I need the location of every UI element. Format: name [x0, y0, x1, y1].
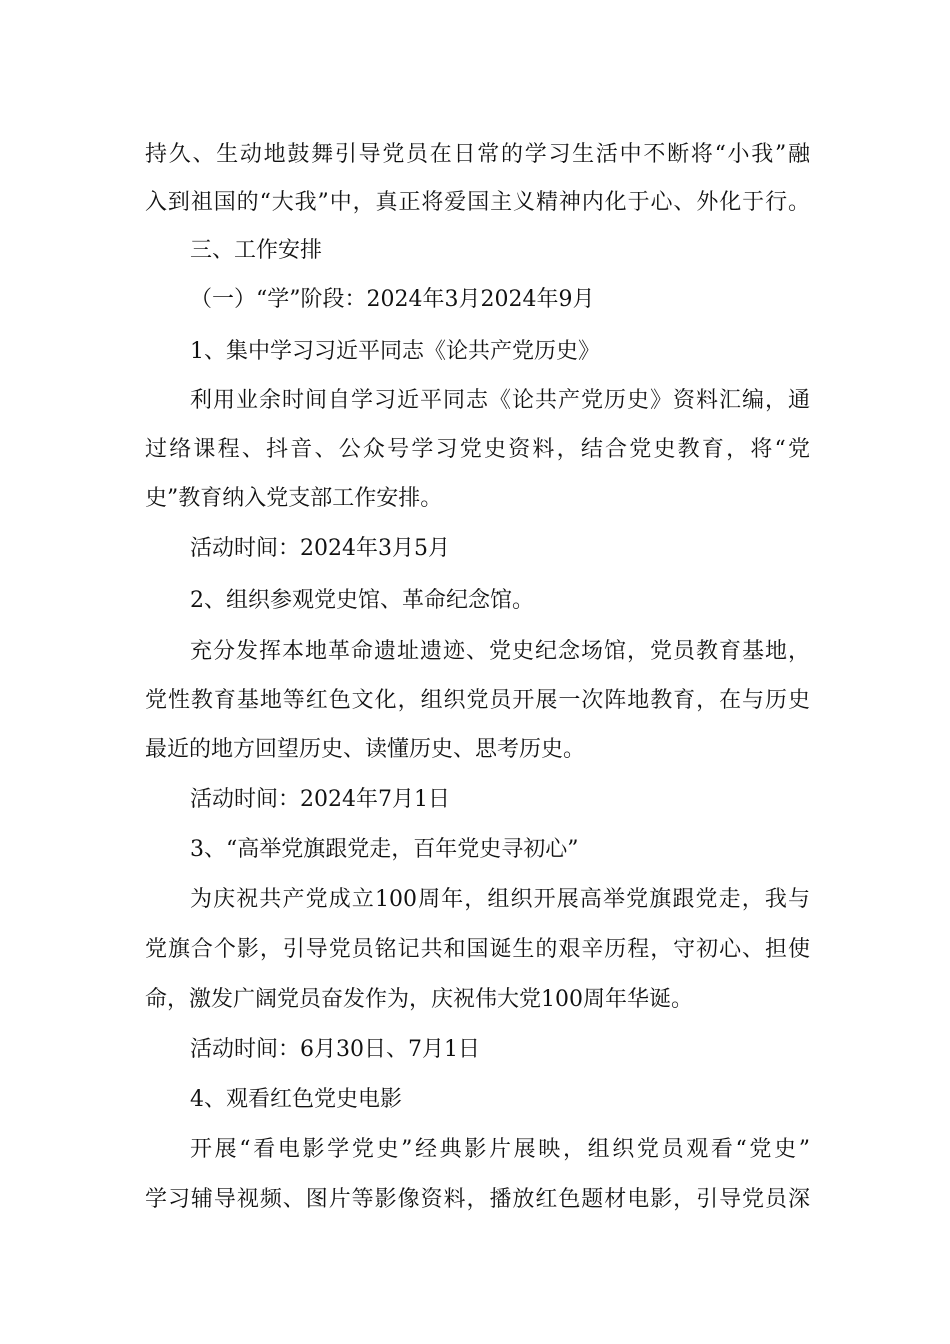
- activity-time: 活动时间：2024年7月1日: [190, 787, 450, 812]
- text-line: 过络课程、抖音、公众号学习党史资料，结合党史教育，将“党: [145, 437, 810, 462]
- text-line: 持久、生动地鼓舞引导党员在日常的学习生活中不断将“小我”融: [145, 142, 810, 167]
- text-line: 最近的地方回望历史、读懂历史、思考历史。: [145, 737, 586, 762]
- item-heading: 3、“高举党旗跟党走，百年党史寻初心”: [190, 837, 579, 862]
- text-line: 充分发挥本地革命遗址遗迹、党史纪念场馆，党员教育基地，: [190, 639, 810, 664]
- text-line: 命，激发广阔党员奋发作为，庆祝伟大党100周年华诞。: [145, 987, 693, 1012]
- text-line: 党性教育基地等红色文化，组织党员开展一次阵地教育，在与历史: [145, 688, 810, 713]
- item-heading: 1、集中学习习近平同志《论共产党历史》: [190, 339, 600, 364]
- text-line: 学习辅导视频、图片等影像资料，播放红色题材电影，引导党员深: [145, 1187, 810, 1212]
- text-line: 为庆祝共产党成立100周年，组织开展高举党旗跟党走，我与: [190, 887, 810, 912]
- text-line: 党旗合个影，引导党员铭记共和国诞生的艰辛历程，守初心、担使: [145, 937, 810, 962]
- activity-time: 活动时间：2024年3月5月: [190, 536, 450, 561]
- subsection-heading: （一）“学”阶段：2024年3月2024年9月: [190, 287, 595, 312]
- text-line: 史”教育纳入党支部工作安排。: [145, 486, 443, 511]
- text-line: 利用业余时间自学习近平同志《论共产党历史》资料汇编，通: [190, 388, 810, 413]
- text-line: 入到祖国的“大我”中，真正将爱国主义精神内化于心、外化于行。: [145, 190, 810, 215]
- item-heading: 2、组织参观党史馆、革命纪念馆。: [190, 588, 534, 613]
- item-heading: 4、观看红色党史电影: [190, 1087, 402, 1112]
- section-heading: 三、工作安排: [190, 238, 323, 263]
- text-line: 开展“看电影学党史”经典影片展映，组织党员观看“党史”: [190, 1137, 810, 1162]
- activity-time: 活动时间：6月30日、7月1日: [190, 1037, 480, 1062]
